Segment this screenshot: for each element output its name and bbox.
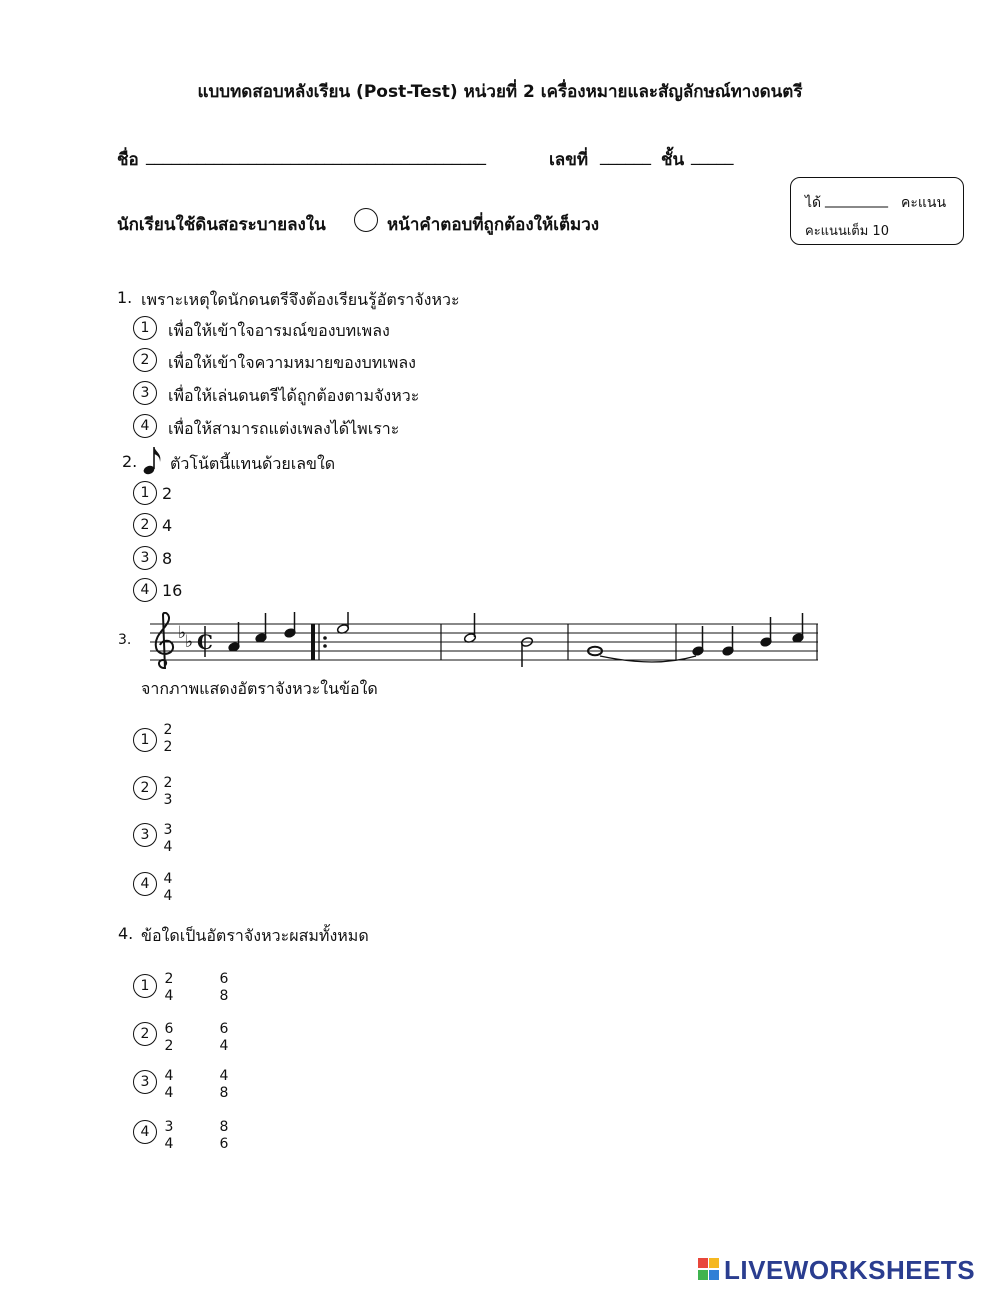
score-field[interactable]: _________ [825,192,888,208]
score-points-label: คะแนน [901,195,947,211]
q3-option-3-time-signature: 3 4 [163,822,173,855]
q2-option-1-bubble[interactable]: 1 [133,481,157,505]
q1-option-4-bubble[interactable]: 4 [133,414,157,438]
q2-number: 2. [122,452,138,471]
q3-option-4-time-signature: 4 4 [163,871,173,904]
q4-option-1-bubble[interactable]: 1 [133,974,157,998]
svg-text:♭: ♭ [178,623,187,643]
q3-text: จากภาพแสดงอัตราจังหวะในข้อใด [141,679,378,698]
name-label: ชื่อ [117,150,139,170]
q3-option-4-bubble[interactable]: 4 [133,872,157,896]
q4-option-4-bubble[interactable]: 4 [133,1120,157,1144]
q1-option-2-bubble[interactable]: 2 [133,348,157,372]
q1-option-3-bubble[interactable]: 3 [133,381,157,405]
q1-option-1-text: เพื่อให้เข้าใจอารมณ์ของบทเพลง [168,321,390,340]
class-label: ชั้น [661,150,685,170]
q4-option-1-time-signature-b: 6 8 [219,971,229,1004]
q2-option-4-text: 16 [162,581,183,600]
q1-text: เพราะเหตุใดนักดนตรีจึงต้องเรียนรู้อัตราจังหวะ [141,290,460,309]
number-field[interactable]: ______ [600,146,651,166]
number-label: เลขที่ [549,150,589,170]
worksheet-title: แบบทดสอบหลังเรียน (Post-Test) หน่วยที่ 2 เครื่องหมายและสัญลักษณ์ทางดนตรี [197,82,803,102]
q2-option-1-text: 2 [162,484,173,503]
q1-option-4-text: เพื่อให้สามารถแต่งเพลงได้ไพเราะ [168,419,400,438]
liveworksheets-logo-text: LIVEWORKSHEETS [724,1255,976,1285]
score-box [790,177,964,245]
q4-option-3-bubble[interactable]: 3 [133,1070,157,1094]
liveworksheets-logo-icon [698,1258,720,1282]
q3-option-2-time-signature: 2 3 [163,775,173,808]
q1-option-2-text: เพื่อให้เข้าใจความหมายของบทเพลง [168,353,416,372]
eighth-note-icon [142,444,164,476]
q1-option-3-text: เพื่อให้เล่นดนตรีได้ถูกต้องตามจังหวะ [168,386,420,405]
q2-option-3-bubble[interactable]: 3 [133,546,157,570]
q4-text: ข้อใดเป็นอัตราจังหวะผสมทั้งหมด [141,926,369,945]
q2-option-2-bubble[interactable]: 2 [133,513,157,537]
q1-number: 1. [117,288,133,307]
q3-option-1-bubble[interactable]: 1 [133,728,157,752]
q2-text: ตัวโน้ตนี้แทนด้วยเลขใด [170,454,336,473]
q3-option-3-bubble[interactable]: 3 [133,823,157,847]
name-field[interactable]: ________________________________________ [146,146,486,166]
q4-option-2-time-signature-b: 6 4 [219,1021,229,1054]
q2-option-3-text: 8 [162,549,173,568]
q3-number: 3. [118,632,132,648]
score-full-label: คะแนนเต็ม 10 [805,224,889,239]
q4-number: 4. [118,924,134,943]
q3-option-2-bubble[interactable]: 2 [133,776,157,800]
instruction-text-after: หน้าคำตอบที่ถูกต้องให้เต็มวง [387,215,600,235]
q4-option-3-time-signature-b: 4 8 [219,1068,229,1101]
q4-option-2-time-signature-a: 6 2 [164,1021,174,1054]
instruction-text-before: นักเรียนใช้ดินสอระบายลงใน [117,215,326,235]
score-got-label: ได้ [805,195,822,211]
q4-option-4-time-signature-a: 3 4 [164,1119,174,1152]
q2-option-4-bubble[interactable]: 4 [133,578,157,602]
q3-option-1-time-signature: 2 2 [163,722,173,755]
q1-option-1-bubble[interactable]: 1 [133,316,157,340]
fill-circle-icon [354,208,378,232]
q4-option-2-bubble[interactable]: 2 [133,1022,157,1046]
class-field[interactable]: _____ [691,146,734,166]
svg-text:C: C [197,630,213,654]
q4-option-3-time-signature-a: 4 4 [164,1068,174,1101]
q4-option-1-time-signature-a: 2 4 [164,971,174,1004]
q2-option-2-text: 4 [162,516,173,535]
music-staff-image [148,612,820,672]
svg-text:♭: ♭ [185,632,194,652]
q4-option-4-time-signature-b: 8 6 [219,1119,229,1152]
